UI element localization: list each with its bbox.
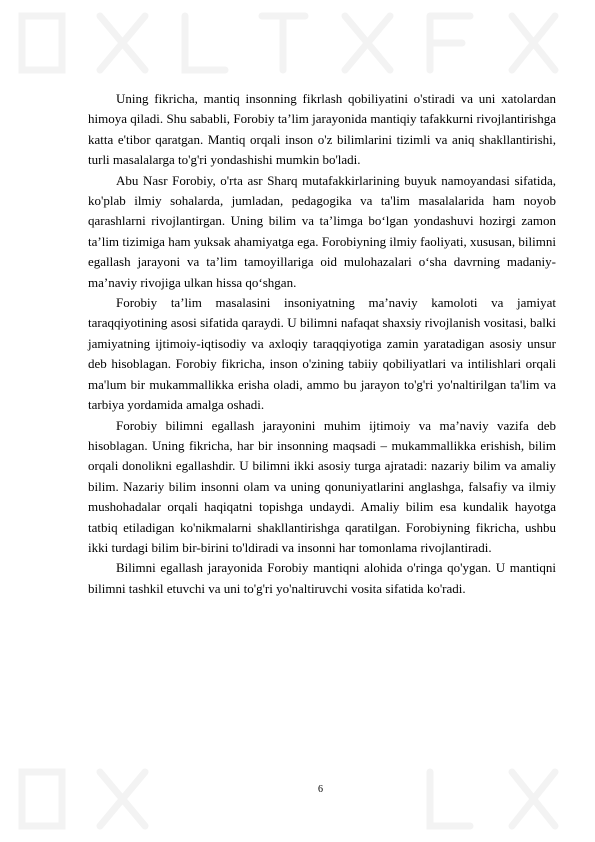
document-body [88, 89, 556, 599]
page-number: 6 [318, 784, 323, 795]
paragraph: Forobiy bilimni egallash jarayonini muhim ijtimoiy va ma’naviy vazifa deb hisoblagan. Uning fikricha, har bir insonning maqsadi – mukammallikka erishish, bilim orqali donolikni egallashdir. U bilimni ikki asosiy turga ajratadi: nazariy bilim va amaliy bilim. Nazariy bilim insonni olam va uning qonuniyatlarini anglashga, falsafiy va ilmiy mushohadalar orqali haqiqatni topishga undaydi. Amaliy bilim esa kundalik hayotga tatbiq etiladigan ko'nikmalarni shakllantirishga qaratilgan. Forobiyning fikricha, ushbu ikki turdagi bilim bir-birini to'ldiradi va insonni har tomonlama rivojlantiradi. [88, 417, 556, 555]
paragraph: Abu Nasr Forobiy, o'rta asr Sharq mutafakkirlarining buyuk namoyandasi sifatida, ko'plab ilmiy sohalarda, jumladan, pedagogika va ta'lim masalalarida ham noyob qarashlarni rivojlantirgan. Uning bilim va ta’limga bo‘lgan yondashuvi hozirgi zamon ta’lim tizimiga ham yuksak ahamiyatga ega. Forobiyning ilmiy faoliyati, xususan, bilimni egallash jarayoni va ta’lim tamoyillariga oid mulohazalari o‘sha davrning madaniy-ma’naviy rivojiga ulkan hissa qo‘shgan. [88, 172, 556, 290]
paragraph: Bilimni egallash jarayonida Forobiy mantiqni alohida o'ringa qo'ygan. U mantiqni bilimni tashkil etuvchi va uni to'g'ri yo'naltiruvchi vosita sifatida ko'radi. [88, 560, 556, 596]
paragraph: Forobiy ta’lim masalasini insoniyatning ma’naviy kamoloti va jamiyat taraqqiyotining asosi sifatida qaraydi. U bilimni nafaqat shaxsiy rivojlanish vositasi, balki jamiyatning ijtimoiy-iqtisodiy va axloqiy taraqqiyotiga zamin yaratadigan asosiy unsur deb hisoblagan. Forobiy fikricha, inson o'zining tabiiy qobiliyatlari va intilishlari orqali ma'lum bir mukammallikka erisha oladi, ammo bu jarayon to'g'ri yo'naltirilgan ta'lim va tarbiya yordamida amalga oshadi. [88, 295, 556, 413]
paragraph: Uning fikricha, mantiq insonning fikrlash qobiliyatini o'stiradi va uni xatolardan himoya qiladi. Shu sababli, Forobiy ta’lim jarayonida mantiqiy tafakkurni rivojlantirishga katta e'tibor qaratgan. Mantiq orqali inson o'z bilimlarini tizimli va aniq shakllantirishi, turli masalalarga to'g'ri yondashishi mumkin bo'ladi. [88, 91, 556, 168]
